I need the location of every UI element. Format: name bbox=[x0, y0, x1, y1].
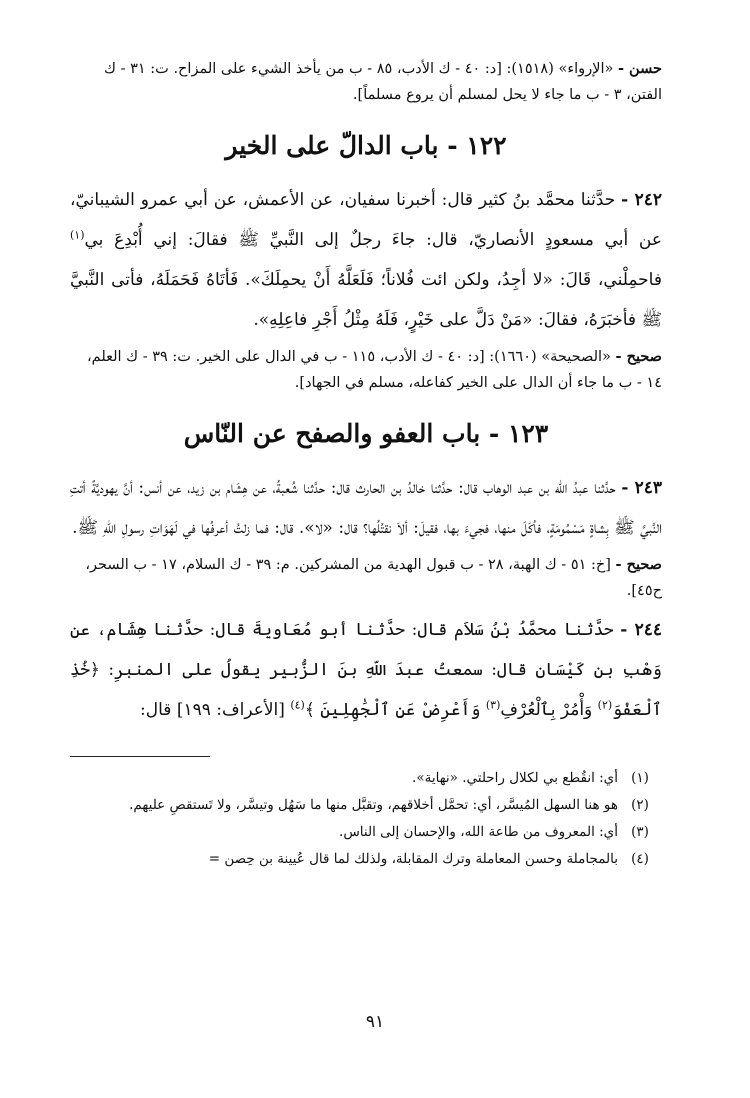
hadith-number: ٢٤٢ - bbox=[621, 190, 662, 210]
hadith-242 bbox=[70, 180, 662, 340]
hadith-244 bbox=[70, 610, 662, 730]
quran-text: وَأَعْرِضْ عَنِ ٱلْجَٰهِلِينَ ﴾ bbox=[304, 700, 481, 720]
footnote-text: أي: المعروف من طاعة الله، والإحسان إلى الناس. bbox=[339, 824, 618, 840]
hadith-243-grade bbox=[70, 552, 662, 604]
footnote-marker: (٣) bbox=[485, 698, 501, 712]
footnote-item bbox=[70, 792, 662, 819]
hadith-number: ٢٤٣ - bbox=[621, 478, 662, 498]
hadith-text: [الأعراف: ١٩٩] قال: bbox=[140, 700, 285, 720]
footnote-text: بالمجاملة وحسن المعاملة وترك المقابلة، ولذلك لما قال عُيينة بن حِصن = bbox=[208, 851, 618, 867]
hadith-243 bbox=[70, 468, 662, 548]
footnote-number: (١) bbox=[631, 770, 649, 786]
footnote-marker: (٤) bbox=[290, 698, 305, 712]
chapter-title-122: ١٢٢ - باب الدالّ على الخير bbox=[225, 131, 507, 160]
grade-text: «الصحيحة» (١٦٦٠): [د: ٤٠ - ك الأدب، ١١٥ - ب في الدال على الخير. ت: ٣٩ - ك العلم، ١٤ - ب ما جاء أن الدال على الخير كفاعله، مسلم في الجهاد]. bbox=[86, 349, 662, 391]
grade-label: حسن - bbox=[617, 60, 662, 77]
grade-label: صحيح - bbox=[615, 348, 662, 365]
chapter-title-123: ١٢٣ - باب العفو والصفح عن النّاس bbox=[183, 419, 549, 448]
page-number: ٩١ bbox=[365, 1012, 385, 1032]
hadith-text: حدَّثنا محمَّد بنُ كثير قال: أخبرنا سفيان، عن الأعمش، عن أبي عمرو الشيبانيّ، عن أبي مسعودٍ الأنصاريّ، قال: جاءَ رجلٌ إلى النَّبيِّ ﷺ فقالَ: إني أُبْدِعَ بي bbox=[70, 190, 662, 250]
quran-text: وَأْمُرْ بِٱلْعُرْفِ bbox=[500, 700, 593, 720]
footnote-number: (٢) bbox=[631, 797, 649, 813]
hadith-number: ٢٤٤ - bbox=[620, 620, 662, 640]
footnote-item bbox=[70, 846, 662, 873]
footnote-marker: (٢) bbox=[597, 698, 613, 712]
footnote-separator bbox=[70, 756, 210, 757]
footnote-item bbox=[70, 765, 662, 792]
footnote-number: (٤) bbox=[631, 851, 649, 867]
hadith-text: حدَّثنا محمَّدُ بْنُ سَلاَم قال: حدَّثنا أبو مُعَاويةَ قال: حدَّثنا هِشَام، عن وَهْبِ بن كَيْسَان قال: سمعتُ عبدَ اللّهِ بنَ الزُّبير يقولُ على المنبرِ: ﴿خُذِ ٱلْعَفْوَ bbox=[70, 620, 662, 720]
grade-text: [خ: ٥١ - ك الهبة، ٢٨ - ب قبول الهدية من المشركين. م: ٣٩ - ك السلام، ١٧ - ب السحر، ح٤٥]. bbox=[85, 557, 662, 599]
footnote-item bbox=[70, 819, 662, 846]
hadith-text: حدَّثنا عبدُ الله بن عبد الوهاب قال: حدَّثنا خالدُ بن الحارث قال: حدَّثنا شُعبةُ، عن هِشَام بن زيد، عن أنس: أنَّ يهوديَّةً أتتِ النَّبيَّ ﷺ بِشاةٍ مَسْمُومَةٍ، فأكَلَ منها، فجيءَ بها، فقيلَ: ألاَ نقتُلُها؟ قال: «لا». قال: فما زلتُ أعرفُها في لَهَوَاتِ رسولِ اللّهِ ﷺ. bbox=[70, 478, 662, 538]
footnote-number: (٣) bbox=[631, 824, 649, 840]
hadith-text: فاحمِلْني، قَالَ: «لا أجِدُ، ولكن ائت فُلاناً؛ فَلَعَلَّهُ أَنْ يحمِلَكَ». فَأتَاهُ فَحَمَلَهُ، فأتى النَّبيَّ ﷺ فأخبَرَهُ، فقالَ: «مَنْ دَلَّ على خَيْرٍ، فَلَهُ مِثْلُ أَجْرِ فاعِلِهِ». bbox=[70, 270, 662, 330]
grade-label: صحيح - bbox=[615, 556, 662, 573]
footnotes bbox=[70, 765, 662, 873]
footnote-text: أي: انقُطع بي لكلال راحلتي. «نهاية». bbox=[412, 770, 618, 786]
top-grade-note bbox=[70, 56, 662, 108]
footnote-marker: (١) bbox=[70, 228, 85, 242]
hadith-242-grade bbox=[70, 344, 662, 396]
footnote-text: هو هنا السهل المُيسَّر، أي: تحمَّل أخلاقهم، وتقبَّل منها ما سَهُل وتيسَّر، ولا تَستقصِ عليهم. bbox=[129, 797, 618, 813]
grade-text: «الإرواء» (١٥١٨): [د: ٤٠ - ك الأدب، ٨٥ - ب من يأخذ الشيء على المزاح. ت: ٣١ - ك الفتن، ٣ - ب ما جاء لا يحل لمسلم أن يروع مسلماً]. bbox=[104, 61, 662, 103]
